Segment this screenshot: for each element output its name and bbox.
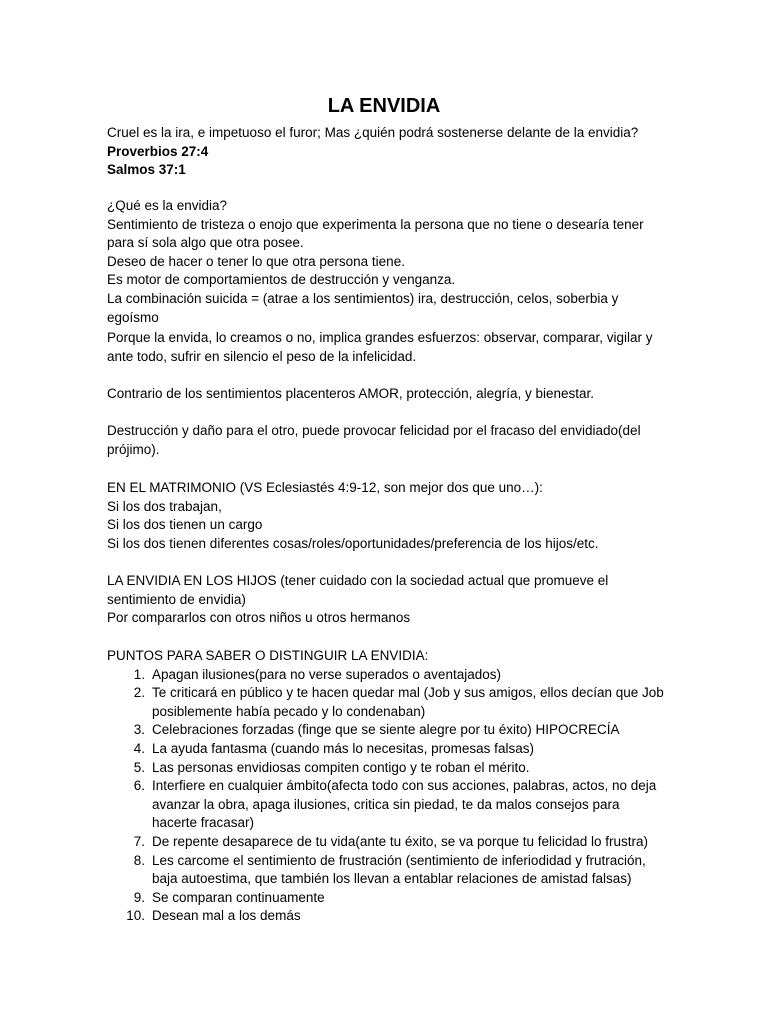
hijos-section [107, 572, 667, 628]
list-text: Apagan ilusiones(para no verse superados o aventajados) [152, 666, 501, 682]
matrimonio-line: Si los dos tienen un cargo [107, 517, 263, 533]
list-number: 9. [133, 889, 145, 905]
list-item [107, 666, 667, 685]
list-item [107, 833, 667, 852]
list-item [107, 684, 667, 721]
paragraph-text: Contrario de los sentimientos placenteros AMOR, protección, alegría, y bienestar. [107, 386, 594, 401]
list-item [107, 907, 667, 926]
puntos-list [107, 666, 667, 926]
list-number: 4. [133, 740, 145, 756]
list-number: 10. [126, 908, 145, 924]
list-text: Celebraciones forzadas (finge que se siente alegre por tu éxito) HIPOCRECÍA [152, 722, 620, 738]
list-number: 2. [133, 685, 145, 701]
document-title: LA ENVIDIA [327, 95, 441, 117]
definition-question: ¿Qué es la envidia? [107, 198, 228, 213]
list-text: La ayuda fantasma (cuando más lo necesitas, promesas falsas) [152, 740, 534, 756]
hijos-line: Por compararlos con otros niños u otros hermanos [107, 610, 411, 626]
list-number: 1. [133, 666, 145, 682]
matrimonio-line: Si los dos trabajan, [107, 498, 222, 514]
definition-section [107, 197, 667, 327]
paragraph-text: Porque la envida, lo creamos o no, implica grandes esfuerzos: observar, comparar, vigilar y ante todo, sufrir en silencio el peso de la infelicidad. [107, 330, 653, 364]
reference-proverbios: Proverbios 27:4 [107, 143, 209, 159]
list-text: Las personas envidiosas compiten contigo y te roban el mérito. [152, 759, 530, 775]
list-number: 5. [133, 759, 145, 775]
paragraph-text: Destrucción y daño para el otro, puede provocar felicidad por el fracaso del envidiado(del prójimo). [107, 423, 641, 457]
intro-quote: Cruel es la ira, e impetuoso el furor; Mas ¿quién podrá sostenerse delante de la envidia? [107, 125, 639, 140]
definition-line: Sentimiento de tristeza o enojo que experimenta la persona que no tiene o desearía tener para sí sola algo que otra posee. [107, 216, 644, 251]
definition-line: Deseo de hacer o tener lo que otra persona tiene. [107, 253, 405, 269]
list-text: Desean mal a los demás [152, 908, 301, 924]
list-item [107, 889, 667, 908]
list-text: De repente desaparece de tu vida(ante tu éxito, se va porque tu felicidad lo frustra) [152, 833, 649, 849]
list-item [107, 777, 667, 833]
list-number: 8. [133, 852, 145, 868]
puntos-heading: PUNTOS PARA SABER O DISTINGUIR LA ENVIDIA: [107, 648, 429, 663]
list-item [107, 759, 667, 778]
definition-line: Es motor de comportamientos de destrucción y venganza. [107, 272, 456, 288]
hijos-heading: LA ENVIDIA EN LOS HIJOS (tener cuidado con la sociedad actual que promueve el sentimiento de envidia) [107, 573, 609, 607]
reference-salmos: Salmos 37:1 [107, 162, 186, 178]
list-number: 7. [133, 833, 145, 849]
list-item [107, 852, 667, 889]
list-number: 6. [133, 778, 145, 794]
matrimonio-line: Si los dos tienen diferentes cosas/roles/oportunidades/preferencia de los hijos/etc. [107, 535, 599, 551]
intro-section [107, 124, 667, 180]
matrimonio-section [107, 479, 667, 553]
paragraph-contrario [107, 385, 667, 404]
paragraph-destruccion [107, 422, 667, 459]
list-item [107, 721, 667, 740]
list-text: Se comparan continuamente [152, 889, 325, 905]
list-item [107, 740, 667, 759]
list-text: Te criticará en público y te hacen quedar mal (Job y sus amigos, ellos decían que Job posiblemente había pecado y lo condenaban) [152, 685, 664, 719]
puntos-section [107, 647, 667, 926]
list-text: Les carcome el sentimiento de frustración (sentimiento de inferiodidad y frutración, baja autoestima, que también los llevan a entablar relaciones de amistad falsas) [152, 852, 646, 887]
matrimonio-heading: EN EL MATRIMONIO (VS Eclesiastés 4:9-12, son mejor dos que uno…): [107, 480, 543, 495]
list-text: Interfiere en cualquier ámbito(afecta todo con sus acciones, palabras, actos, no deja avanzar la obra, apaga ilusiones, critica sin piedad, te da malos consejos para hacerte fracasar) [152, 778, 657, 831]
definition-line: La combinación suicida = (atrae a los sentimientos) ira, destrucción, celos, soberbia y egoísmo [107, 290, 619, 325]
paragraph-esfuerzos [107, 329, 667, 366]
list-number: 3. [133, 722, 145, 738]
